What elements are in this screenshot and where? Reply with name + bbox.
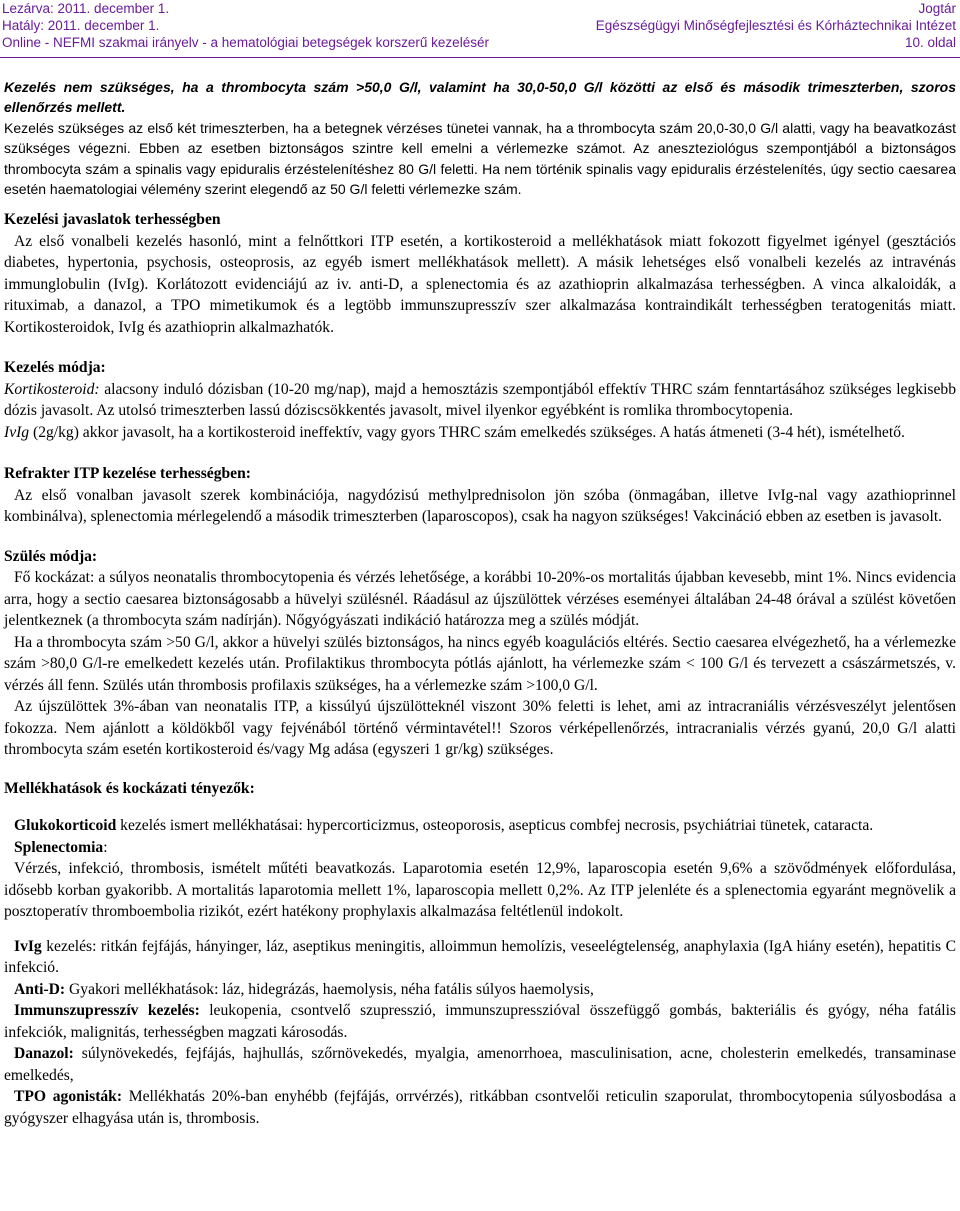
immunszupressziv-paragraph (4, 1000, 956, 1043)
ivig-paragraph (4, 422, 956, 444)
immunszupressziv-label: Immunszupresszív kezelés: (14, 1002, 200, 1020)
splenectomia-colon: : (103, 838, 108, 856)
section-title-refrakter: Refrakter ITP kezelése terhességben: (4, 465, 251, 483)
ivig-text: (2g/kg) akkor javasolt, ha a kortikosteroid ineffektív, vagy gyors THRC szám emelkedés szükséges. A hatás átmeneti (3-4 hét), ismételhető. (29, 423, 905, 441)
antid-label: Anti-D: (14, 980, 66, 998)
glukokorticoid-text: kezelés ismert mellékhatásai: hypercorticizmus, osteoporosis, asepticus combfej necrosis, psychiátriai tünetek, cataracta. (116, 817, 874, 835)
kortikosteroid-text: alacsony induló dózisban (10-20 mg/nap), majd a hemosztázis szempontjából effektív THRC szám fenntartásához szükséges legkisebb dózis javasolt. Az utolsó trimeszterben lassú dóziscsökkentés javasolt, mivel ilyenkor egyébként is romlika thrombocytopenia. (4, 380, 956, 420)
splenectomia-text: Vérzés, infekció, thrombosis, ismételt műtéti beavatkozás. Laparotomia esetén 12,9%, laparoscopia esetén 9,6% a szövődmények előfordulása, idősebb korban gyakoribb. A mortalitás laparotomia mellett 1%, laparoscopia mellett 0,2%. Az ITP jelenléte és a splenectomia egyaránt megnövelik a posztoperatív thromboembolia rizikót, ezért hatékony prophylaxis alkalmazása feltétlenül indokolt. (4, 860, 956, 921)
institute-name: Egészségügyi Minőségfejlesztési és Kórháztechnikai Intézet (595, 18, 956, 33)
danazol-paragraph (4, 1043, 956, 1086)
section-title-szules: Szülés módja: (4, 547, 98, 565)
header-divider (0, 57, 960, 58)
tpo-paragraph (4, 1086, 956, 1129)
splenectomia-heading (4, 837, 956, 859)
kortikosteroid-paragraph (4, 379, 956, 422)
glukokorticoid-paragraph (4, 815, 956, 837)
szules-paragraph-3: Az újszülöttek 3%-ában van neonatalis ITP, a kissúlyú újszülötteknél viszont 30% feletti is lehet, ami az intracraniális vérzésveszélyt jelentősen fokozza. Nem ajánlott a köldökből vagy fejvénából történő vérmintavétel!! Szoros vérképellenőrzés, intracranialis vérzés gyanú, 20,0 G/l alatti thrombocyta szám esetén kortikosteroid és/vagy Mg adása (egyszeri 1 gr/kg) szükséges. (4, 698, 956, 759)
section-title-javaslatok: Kezelési javaslatok terhességben (4, 211, 221, 229)
splenectomia-label: Splenectomia (14, 838, 104, 856)
section-title-mellekhatasok: Mellékhatások és kockázati tényezők: (4, 779, 255, 797)
szules-paragraph-1: Fő kockázat: a súlyos neonatalis thrombocytopenia és vérzés lehetősége, a korábbi 10-20%-os mortalitás újabban kevesebb, mint 1%. Nincs evidencia arra, hogy a sectio caesarea biztonságosabb a hüvelyi szülésnél. Ráadásul az újszülöttek vérzéses eseményei általában 24-48 órával a szülést követően jelentkeznek (a thrombocyta szám nadírján). Nőgyógyászati indikáció határozza meg a szülés módját. (4, 569, 956, 630)
glukokorticoid-label: Glukokorticoid (14, 817, 117, 835)
antid-text: Gyakori mellékhatások: láz, hidegrázás, haemolysis, néha fatális súlyos haemolysis, (65, 980, 594, 998)
intro-treatment-needed: Kezelés szükséges az első két trimeszterben, ha a betegnek vérzéses tünetei vannak, ha a thrombocyta szám 20,0-30,0 G/l alatti, vagy ha beavatkozást szükséges végezni. Ebben az esetben biztonságos szintre kell emelni a vérlemezke számot. Az aneszteziológus szempontjából a biztonságos thrombocyta szám a spinalis vagy epiduralis érzéstelenítéshez 80 G/l feletti. Ha nem történik spinalis vagy epiduralis érzéstelenítés, úgy sectio caesarea esetén haematologiai vélemény szerint elegendő az 50 G/l feletti vérlemezke szám. (4, 119, 956, 198)
section-title-modja: Kezelés módja: (4, 359, 106, 377)
tpo-label: TPO agonisták: (14, 1088, 123, 1106)
szules-paragraph-2: Ha a thrombocyta szám >50 G/l, akkor a hüvelyi szülés biztonságos, ha nincs egyéb koagulációs eltérés. Sectio caesarea elvégezhető, ha a vérlemezke szám >80,0 G/l-re emelkedett kezelés után. Profilaktikus thrombocyta pótlás ajánlott, ha vérlemezke szám < 100 G/l és tervezett a császármetszés, v. vérzés áll fenn. Szülés után thrombosis profilaxis szükséges, ha a vérlemezke szám >100,0 G/l. (4, 633, 956, 694)
ivig-side-text: kezelés: ritkán fejfájás, hányinger, láz, aseptikus meningitis, alloimmun hemolízis, veseelégtelenség, anaphylaxia (IgA hiány esetén), hepatitis C infekció. (4, 937, 956, 977)
document-source: Online - NEFMI szakmai irányelv - a hematológiai betegségek korszerű kezelésér (2, 35, 489, 50)
page-header (0, 0, 960, 57)
intro-no-treatment: Kezelés nem szükséges, ha a thrombocyta szám >50,0 G/l, valamint ha 30,0-50,0 G/l közötti az első és második trimeszterben, szoros ellenőrzés mellett. (4, 79, 956, 116)
publisher-name: Jogtár (918, 1, 956, 16)
ivig-side-label: IvIg (14, 937, 42, 955)
tpo-text: Mellékhatás 20%-ban enyhébb (fejfájás, orrvérzés), ritkábban csontvelői reticulin szaporulat, thrombocytopenia súlyosbodása a gyógyszer elhagyása után is, thrombosis. (4, 1088, 956, 1127)
section-text-refrakter: Az első vonalban javasolt szerek kombinációja, nagydózisú methylprednisolon jön szóba (önmagában, illetve IvIg-nal vagy azathioprinnel kombinálva), splenectomia mérlegelendő a második trimeszterben (laparoscopos), csak ha nagyon szükséges! Vakcináció ebben az esetben is javasolt. (4, 486, 956, 526)
danazol-label: Danazol: (14, 1045, 74, 1063)
antid-paragraph (4, 979, 956, 1001)
immunszupressziv-text: leukopenia, csontvelő szupresszió, immunszupresszióval összefüggő gombás, bakteriális és gyógy, néha fatális infekciók, malignitás, terhességben magzati károsodás. (4, 1002, 956, 1041)
document-body (4, 77, 956, 1129)
ivig-side-effects (4, 936, 956, 979)
section-text-javaslatok: Az első vonalbeli kezelés hasonló, mint a felnőttkori ITP esetén, a kortikosteroid a mellékhatások miatt fokozott figyelmet igényel (gesztációs diabetes, hypertonia, psychosis, osteoprosis, az egyéb ismert mellékhatások mellett). A másik lehetséges első vonalbeli kezelés az intravénás immunglobulin (IvIg). Korlátozott evidenciájú az iv. anti-D, a splenectomia és az azathioprin alkalmazása terhességben. A vinca alkaloidák, a rituximab, a danazol, a TPO mimetikumok és a legtöbb immunszupresszív szer alkalmazása kontraindikált terhességben teratogenitás miatt. Kortikosteroidok, IvIg és azathioprin alkalmazhatók. (4, 232, 956, 336)
ivig-label: IvIg (4, 423, 30, 441)
closing-date: Lezárva: 2011. december 1. (2, 1, 170, 16)
page-number: 10. oldal (904, 35, 956, 50)
danazol-text: súlynövekedés, fejfájás, hajhullás, szőrnövekedés, myalgia, amenorrhoea, masculinisation, acne, cholesterin emelkedés, transaminase emelkedés, (4, 1045, 956, 1084)
effective-date: Hatály: 2011. december 1. (2, 18, 160, 33)
kortikosteroid-label: Kortikosteroid: (4, 380, 100, 398)
